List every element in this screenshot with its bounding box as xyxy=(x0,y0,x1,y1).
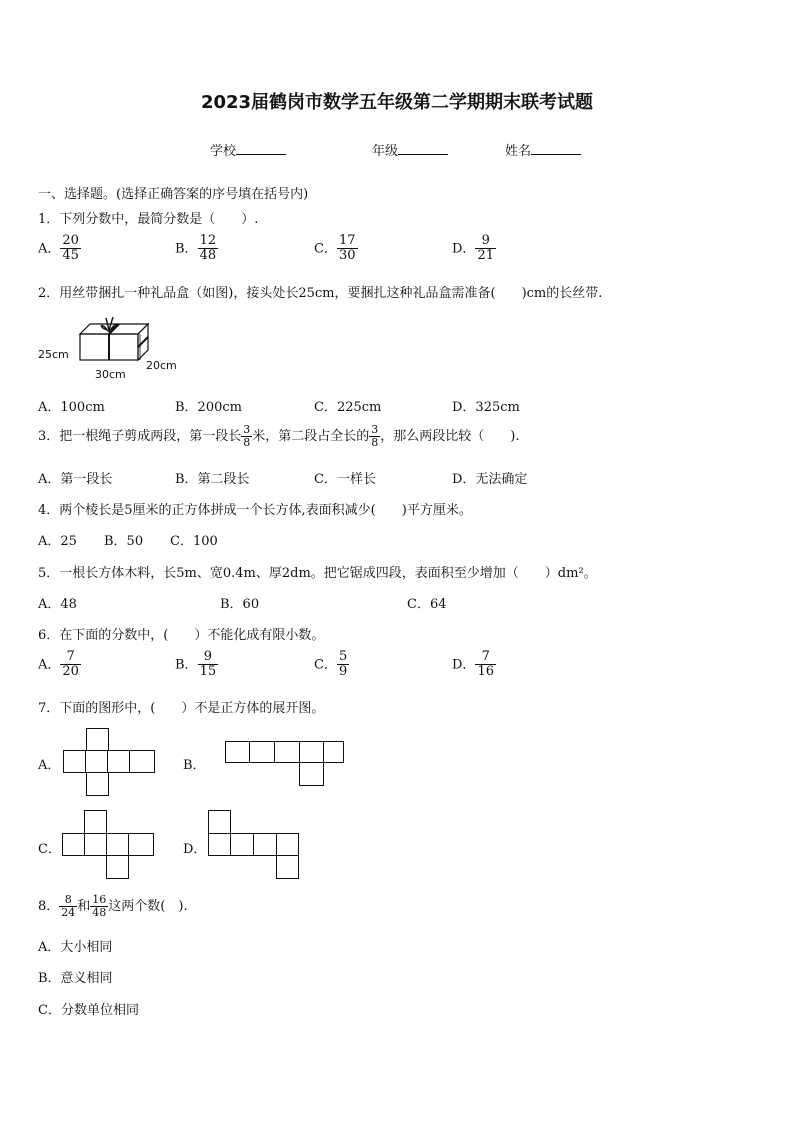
q2-option-c: C．225cm xyxy=(314,400,382,415)
section-heading: 一、选择题。(选择正确答案的序号填在括号内) xyxy=(38,187,309,202)
q7-label-b: B． xyxy=(183,758,206,773)
q8-option-a: A．大小相同 xyxy=(38,940,113,955)
q6-option-a: A． $\frac{7}{20}$ xyxy=(38,649,79,680)
fraction: $\frac{9}{21}$ xyxy=(477,233,494,264)
grade-label: 年级 xyxy=(372,144,399,159)
fraction: $\frac{17}{30}$ xyxy=(338,233,356,264)
question-8-stem: 8． $\frac{8}{24}$ 和 $\frac{16}{48}$ 这两个数( ). xyxy=(38,893,188,920)
q7-label-c: C． xyxy=(38,842,61,857)
q4-option-a: A．25 xyxy=(38,534,77,549)
question-5-stem: 5．一根长方体木料，长5m、宽0.4m、厚2dm。把它锯成四段，表面积至少增加（ ）dm²。 xyxy=(38,566,597,581)
name-label: 姓名 xyxy=(505,144,532,159)
fraction: $\frac{12}{48}$ xyxy=(199,233,217,264)
q6-option-c: C． $\frac{5}{9}$ xyxy=(314,649,348,680)
grade-blank[interactable] xyxy=(398,142,448,155)
box-height-label: 25cm xyxy=(38,348,69,361)
box-length-label: 30cm xyxy=(95,368,126,381)
fraction: $\frac{9}{15}$ xyxy=(199,649,217,680)
fraction: $\frac{8}{24}$ xyxy=(61,893,76,920)
name-field xyxy=(505,140,581,159)
q6-option-b: B． $\frac{9}{15}$ xyxy=(175,649,217,680)
question-2-stem: 2．用丝带捆扎一种礼品盒（如图)，接头处长25cm，要捆扎这种礼品盒需准备( )cm的长丝带. xyxy=(38,286,603,301)
q4-option-c: C．100 xyxy=(170,534,218,549)
q3-option-c: C．一样长 xyxy=(314,472,376,487)
school-field xyxy=(210,140,286,159)
q4-option-b: B．50 xyxy=(104,534,144,549)
fraction: $\frac{5}{9}$ xyxy=(338,649,348,680)
q3-option-d: D．无法确定 xyxy=(452,472,528,487)
q3-option-a: A．第一段长 xyxy=(38,472,113,487)
q5-option-b: B．60 xyxy=(220,597,260,612)
question-7-stem: 7．下面的图形中，( ）不是正方体的展开图。 xyxy=(38,701,325,716)
question-4-stem: 4．两个棱长是5厘米的正方体拼成一个长方体,表面积减少( )平方厘米。 xyxy=(38,503,472,518)
q5-option-a: A．48 xyxy=(38,597,77,612)
q1-option-b: B． $\frac{12}{48}$ xyxy=(175,233,217,264)
question-6-stem: 6．在下面的分数中，( ）不能化成有限小数。 xyxy=(38,628,325,643)
q1-option-a: A． $\frac{20}{45}$ xyxy=(38,233,79,264)
q1-option-c: C． $\frac{17}{30}$ xyxy=(314,233,356,264)
q2-option-a: A．100cm xyxy=(38,400,105,415)
q6-option-d: D． $\frac{7}{16}$ xyxy=(452,649,494,680)
name-blank[interactable] xyxy=(531,142,581,155)
q8-option-c: C．分数单位相同 xyxy=(38,1003,139,1018)
q5-option-c: C．64 xyxy=(407,597,447,612)
page-title: 2023届鹤岗市数学五年级第二学期期末联考试题 xyxy=(200,92,594,113)
q8-option-b: B．意义相同 xyxy=(38,971,113,986)
box-width-label: 20cm xyxy=(146,359,177,372)
fraction: $\frac{7}{20}$ xyxy=(62,649,79,680)
q7-label-a: A． xyxy=(38,758,61,773)
grade-field xyxy=(372,140,448,159)
question-1-stem: 1．下列分数中，最简分数是（ ）. xyxy=(38,212,259,227)
question-3-stem: 3．把一根绳子剪成两段，第一段长 $\frac{3}{8}$ 米，第二段占全长的 $\frac{3}{8}$ ，那么两段比较（ ). xyxy=(38,423,520,450)
q2-option-b: B．200cm xyxy=(175,400,242,415)
q7-label-d: D． xyxy=(183,842,207,857)
fraction: $\frac{7}{16}$ xyxy=(477,649,494,680)
fraction: $\frac{3}{8}$ xyxy=(371,423,379,450)
fraction: $\frac{3}{8}$ xyxy=(243,423,251,450)
q1-option-d: D． $\frac{9}{21}$ xyxy=(452,233,494,264)
school-blank[interactable] xyxy=(236,142,286,155)
school-label: 学校 xyxy=(210,144,237,159)
fraction: $\frac{16}{48}$ xyxy=(92,893,107,920)
fraction: $\frac{20}{45}$ xyxy=(62,233,79,264)
q2-option-d: D．325cm xyxy=(452,400,520,415)
q3-option-b: B．第二段长 xyxy=(175,472,250,487)
